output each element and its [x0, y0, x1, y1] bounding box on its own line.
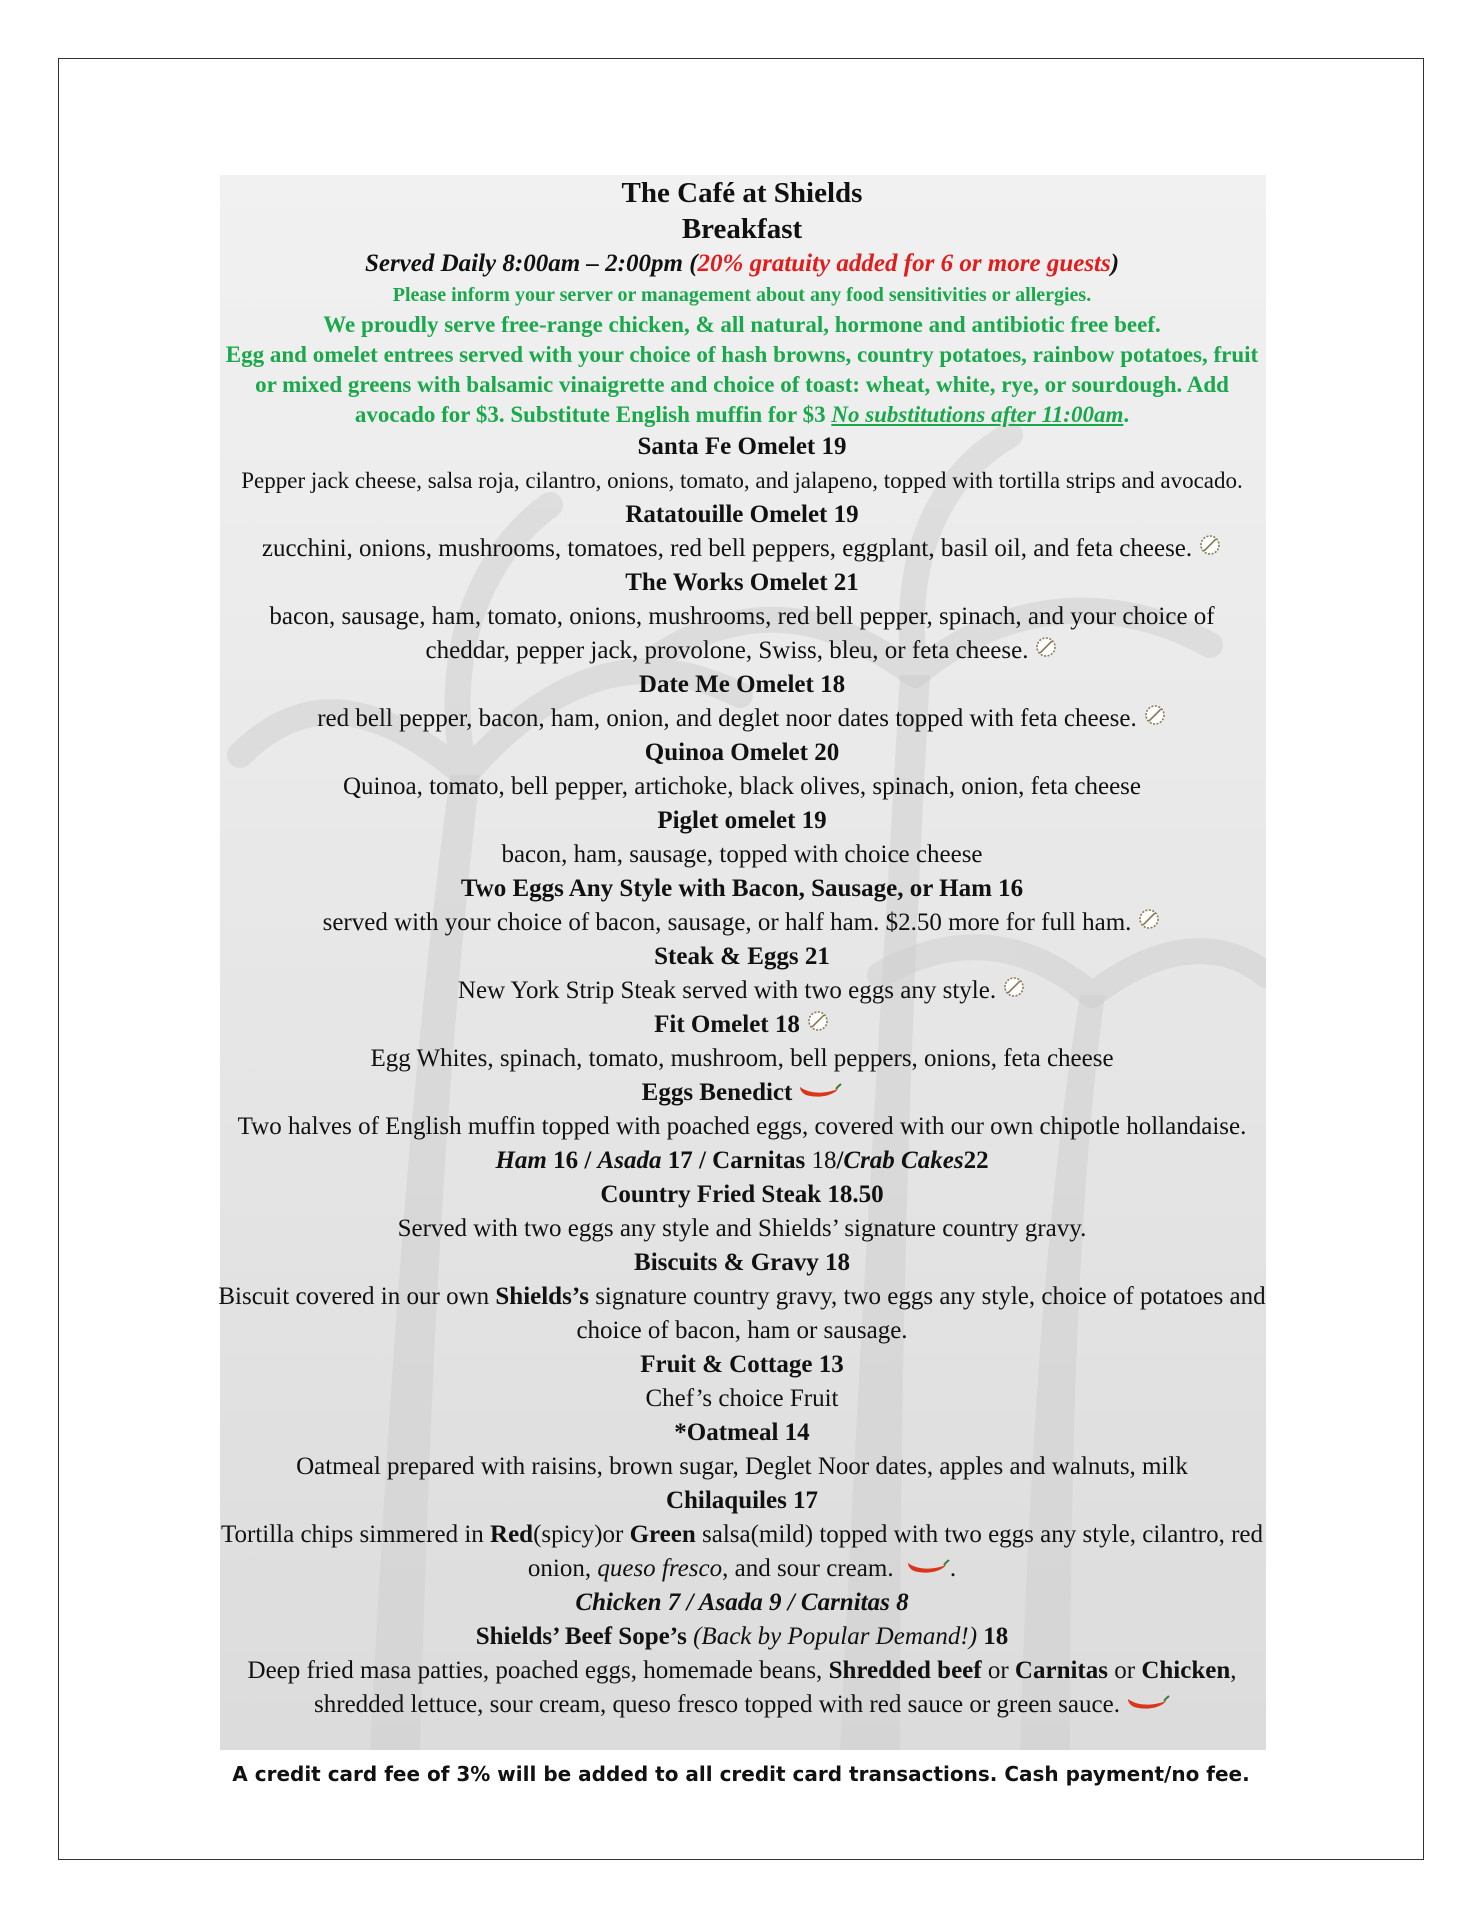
- item-desc-works-1: bacon, sausage, ham, tomato, onions, mushrooms, red bell pepper, spinach, and your choice of: [269, 603, 1215, 630]
- item-name-fruit: Fruit & Cottage 13: [640, 1351, 844, 1378]
- benedict-options: Ham 16 / Asada 17 / Carnitas 18/Crab Cakes22: [495, 1147, 989, 1174]
- gratuity-note: 20% gratuity added for 6 or more guests: [697, 250, 1111, 277]
- item-desc-sopes-2: shredded lettuce, sour cream, queso fresco topped with red sauce or green sauce.: [120, 1688, 1364, 1722]
- item-desc-sopes-1: Deep fried masa patties, poached eggs, homemade beans, Shredded beef or Carnitas or Chicken,: [247, 1657, 1237, 1684]
- item-desc-oatmeal: Oatmeal prepared with raisins, brown sugar, Deglet Noor dates, apples and walnuts, milk: [296, 1453, 1188, 1480]
- item-name-benedict: Eggs Benedict: [120, 1076, 1364, 1110]
- item-name-steak-eggs: Steak & Eggs 21: [654, 943, 830, 970]
- item-desc-date-me: red bell pepper, bacon, ham, onion, and deglet noor dates topped with feta cheese.: [120, 702, 1364, 736]
- gluten-free-icon: [1034, 635, 1058, 669]
- item-name-date-me: Date Me Omelet 18: [638, 671, 846, 698]
- item-name-quinoa: Quinoa Omelet 20: [644, 739, 840, 766]
- item-desc-chilaquiles-1: Tortilla chips simmered in Red(spicy)or Green salsa(mild) topped with two eggs any style, cilantro, red: [220, 1521, 1264, 1548]
- item-desc-santa-fe: Pepper jack cheese, salsa roja, cilantro, onions, tomato, and jalapeno, topped with tortilla strips and avocado.: [241, 468, 1243, 493]
- item-desc-ratatouille: zucchini, onions, mushrooms, tomatoes, red bell peppers, eggplant, basil oil, and feta cheese.: [120, 532, 1364, 566]
- item-name-fit: Fit Omelet 18: [120, 1008, 1364, 1042]
- item-desc-steak-eggs: New York Strip Steak served with two eggs any style.: [120, 974, 1364, 1008]
- chili-pepper-icon: [906, 1553, 950, 1587]
- item-desc-benedict: Two halves of English muffin topped with poached eggs, covered with our own chipotle hollandaise.: [237, 1113, 1247, 1140]
- sides-note-3: avocado for $3. Substitute English muffin for $3 No substitutions after 11:00am.: [354, 402, 1130, 427]
- menu-subtitle: Breakfast: [681, 213, 803, 245]
- item-desc-two-eggs: served with your choice of bacon, sausage, or half ham. $2.50 more for full ham.: [120, 906, 1364, 940]
- item-name-two-eggs: Two Eggs Any Style with Bacon, Sausage, or Ham 16: [460, 875, 1024, 902]
- hours-line: Served Daily 8:00am – 2:00pm (20% gratuity added for 6 or more guests): [364, 250, 1120, 277]
- item-name-piglet: Piglet omelet 19: [657, 807, 827, 834]
- gluten-free-icon: [1137, 907, 1161, 941]
- item-name-biscuits: Biscuits & Gravy 18: [634, 1249, 850, 1276]
- item-desc-country-fried: Served with two eggs any style and Shields’ signature country gravy.: [397, 1215, 1087, 1242]
- chilaquiles-options: Chicken 7 / Asada 9 / Carnitas 8: [575, 1589, 909, 1616]
- no-substitutions-note: No substitutions after 11:00am: [831, 402, 1124, 427]
- menu-content: [120, 175, 1364, 1722]
- item-desc-biscuits-2: choice of bacon, ham or sausage.: [576, 1317, 908, 1344]
- gluten-free-icon: [1143, 703, 1167, 737]
- item-desc-works-2: cheddar, pepper jack, provolone, Swiss, bleu, or feta cheese.: [120, 634, 1364, 668]
- credit-card-fee-note: A credit card fee of 3% will be added to all credit card transactions. Cash payment/no fee.: [232, 1762, 1250, 1786]
- chili-pepper-icon: [798, 1077, 842, 1111]
- gluten-free-icon: [1198, 533, 1222, 567]
- allergy-note: Please inform your server or management about any food sensitivities or allergies.: [392, 284, 1092, 306]
- item-desc-chilaquiles-2: onion, queso fresco, and sour cream. .: [120, 1552, 1364, 1586]
- menu-title: The Café at Shields: [621, 177, 863, 209]
- item-desc-quinoa: Quinoa, tomato, bell pepper, artichoke, black olives, spinach, onion, feta cheese: [342, 773, 1142, 800]
- chili-pepper-icon: [1126, 1689, 1170, 1723]
- item-name-santa-fe: Santa Fe Omelet 19: [637, 433, 847, 460]
- item-name-ratatouille: Ratatouille Omelet 19: [625, 501, 859, 528]
- sides-note-1: Egg and omelet entrees served with your choice of hash browns, country potatoes, rainbow potatoes, fruit: [225, 342, 1259, 367]
- sides-note-2: or mixed greens with balsamic vinaigrette and choice of toast: wheat, white, rye, or sourdough. Add: [255, 372, 1229, 397]
- item-name-sopes: Shields’ Beef Sope’s (Back by Popular Demand!) 18: [475, 1623, 1009, 1650]
- gluten-free-icon: [1002, 975, 1026, 1009]
- gluten-free-icon: [806, 1009, 830, 1043]
- item-desc-fit: Egg Whites, spinach, tomato, mushroom, bell peppers, onions, feta cheese: [370, 1045, 1114, 1072]
- item-desc-piglet: bacon, ham, sausage, topped with choice cheese: [501, 841, 983, 868]
- sourcing-note: We proudly serve free-range chicken, & all natural, hormone and antibiotic free beef.: [323, 312, 1161, 337]
- item-name-chilaquiles: Chilaquiles 17: [665, 1487, 819, 1514]
- item-desc-fruit: Chef’s choice Fruit: [645, 1385, 839, 1412]
- item-desc-biscuits-1: Biscuit covered in our own Shields’s signature country gravy, two eggs any style, choice of potatoes and: [218, 1283, 1266, 1310]
- item-name-oatmeal: *Oatmeal 14: [674, 1419, 810, 1446]
- item-name-country-fried: Country Fried Steak 18.50: [600, 1181, 884, 1208]
- item-name-works: The Works Omelet 21: [625, 569, 859, 596]
